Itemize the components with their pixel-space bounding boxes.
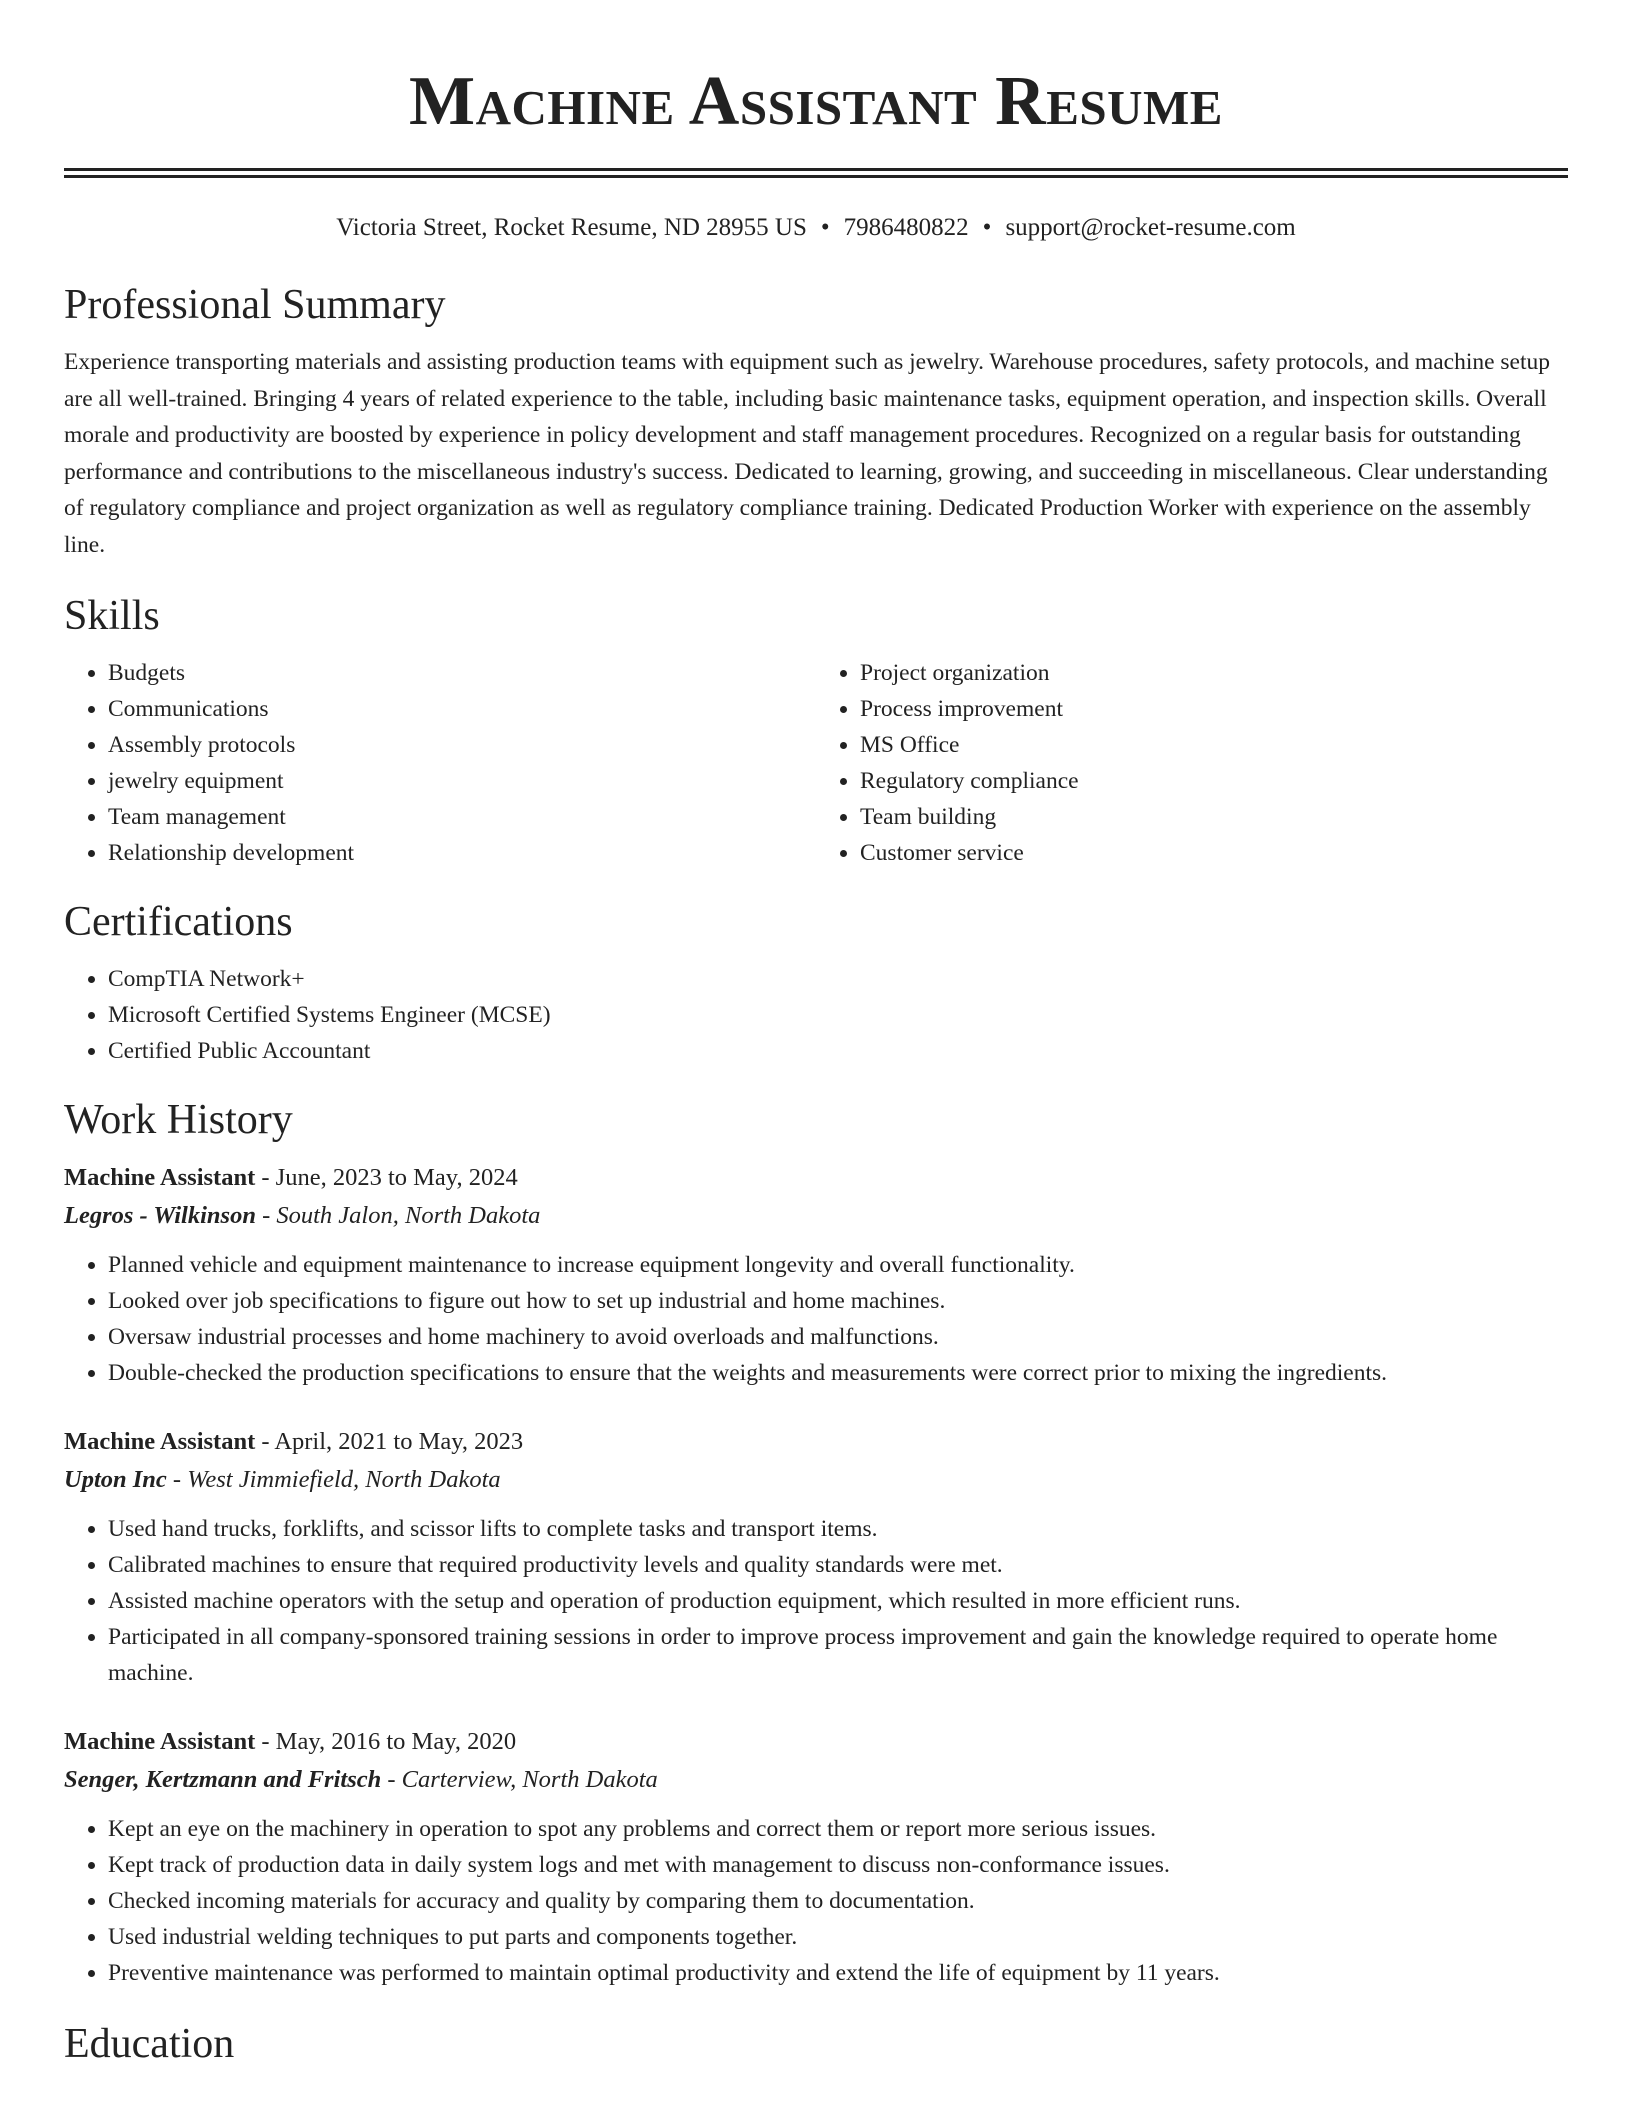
contact-email: support@rocket-resume.com <box>1005 214 1296 241</box>
skills-heading: Skills <box>64 593 160 639</box>
contact-separator: • <box>820 214 830 241</box>
skill-item: • Budgets <box>108 655 816 691</box>
job-bullet: • Checked incoming materials for accuracy and quality by comparing them to documentation. <box>108 1883 1568 1919</box>
skill-item: • Customer service <box>860 835 1568 871</box>
skill-item: • Assembly protocols <box>108 727 816 763</box>
resume-title: Machine Assistant Resume <box>409 63 1223 140</box>
company-name: Senger, Kertzmann and Fritsch <box>64 1766 382 1793</box>
skill-item: • Project organization <box>860 655 1568 691</box>
job-bullet: • Planned vehicle and equipment maintenance to increase equipment longevity and overall functionality. <box>108 1247 1568 1283</box>
job-bullet: • Kept track of production data in daily system logs and met with management to discuss non-conformance issues. <box>108 1847 1568 1883</box>
job-title: Machine Assistant <box>64 1164 256 1191</box>
company-line <box>64 1761 1568 1799</box>
job-bullet: • Participated in all company-sponsored training sessions in order to improve process improvement and gain the knowledge required to operate home machine. <box>108 1619 1568 1691</box>
skills-columns <box>64 655 1568 871</box>
contact-phone: 7986480822 <box>843 214 969 241</box>
skills-list-right <box>816 655 1568 871</box>
job-bullet: • Used hand trucks, forklifts, and scissor lifts to complete tasks and transport items. <box>108 1511 1568 1547</box>
job-title-line <box>64 1159 1568 1197</box>
skill-item: • Team building <box>860 799 1568 835</box>
job-bullet: • Used industrial welding techniques to put parts and components together. <box>108 1919 1568 1955</box>
company-line <box>64 1197 1568 1235</box>
job-bullet: • Looked over job specifications to figure out how to set up industrial and home machines. <box>108 1283 1568 1319</box>
skill-item: • MS Office <box>860 727 1568 763</box>
job-title: Machine Assistant <box>64 1428 256 1455</box>
job-dates: - June, 2023 to May, 2024 <box>255 1164 518 1191</box>
job-bullets <box>64 1511 1568 1691</box>
skill-item: • jewelry equipment <box>108 763 816 799</box>
job-entry <box>64 1159 1568 1391</box>
skill-item: • Process improvement <box>860 691 1568 727</box>
company-name: Upton Inc <box>64 1466 167 1493</box>
company-location: - Carterview, North Dakota <box>381 1766 658 1793</box>
job-bullet: • Oversaw industrial processes and home machinery to avoid overloads and malfunctions. <box>108 1319 1568 1355</box>
job-bullet: • Double-checked the production specifications to ensure that the weights and measurements were correct prior to mixing the ingredients. <box>108 1355 1568 1391</box>
company-name: Legros - Wilkinson <box>64 1202 256 1229</box>
job-bullet: • Calibrated machines to ensure that required productivity levels and quality standards were met. <box>108 1547 1568 1583</box>
skill-item: • Communications <box>108 691 816 727</box>
job-entry <box>64 1723 1568 1991</box>
contact-line <box>64 212 1568 244</box>
skill-item: • Regulatory compliance <box>860 763 1568 799</box>
education-heading: Education <box>64 2021 235 2067</box>
work-history-heading: Work History <box>64 1097 293 1143</box>
certification-item: • Certified Public Accountant <box>108 1033 1568 1069</box>
job-bullet: • Preventive maintenance was performed to maintain optimal productivity and extend the life of equipment by 11 years. <box>108 1955 1568 1991</box>
skill-item: • Team management <box>108 799 816 835</box>
company-location: - South Jalon, North Dakota <box>255 1202 541 1229</box>
certifications-list <box>64 961 1568 1069</box>
certification-item: • Microsoft Certified Systems Engineer (MCSE) <box>108 997 1568 1033</box>
summary-text: Experience transporting materials and assisting production teams with equipment such as jewelry. Warehouse procedures, safety protocols, and machine setup are all well-trained. Bringing 4 years of related experience to the table, including basic maintenance tasks, equipment operation, and inspection skills. Overall morale and productivity are boosted by experience in policy development and staff management procedures. Recognized on a regular basis for outstanding performance and contributions to the miscellaneous industry's success. Dedicated to learning, growing, and succeeding in miscellaneous. Clear understanding of regulatory compliance and project organization as well as regulatory compliance training. Dedicated Production Worker with experience on the assembly line. <box>64 349 1551 558</box>
company-line <box>64 1461 1568 1499</box>
certifications-heading: Certifications <box>64 899 293 945</box>
job-dates: - April, 2021 to May, 2023 <box>255 1428 524 1455</box>
certification-item: • CompTIA Network+ <box>108 961 1568 997</box>
skills-list-left <box>64 655 816 871</box>
contact-separator: • <box>982 214 992 241</box>
contact-address: Victoria Street, Rocket Resume, ND 28955 US <box>336 214 807 241</box>
job-bullet: • Assisted machine operators with the setup and operation of production equipment, which resulted in more efficient runs. <box>108 1583 1568 1619</box>
title-double-rule <box>64 168 1568 178</box>
summary-heading: Professional Summary <box>64 282 446 328</box>
job-title-line <box>64 1723 1568 1761</box>
job-title-line <box>64 1423 1568 1461</box>
job-dates: - May, 2016 to May, 2020 <box>255 1728 517 1755</box>
job-entry <box>64 1423 1568 1691</box>
job-title: Machine Assistant <box>64 1728 256 1755</box>
job-bullets <box>64 1247 1568 1391</box>
skill-item: • Relationship development <box>108 835 816 871</box>
company-location: - West Jimmiefield, North Dakota <box>166 1466 501 1493</box>
job-bullets <box>64 1811 1568 1991</box>
job-bullet: • Kept an eye on the machinery in operation to spot any problems and correct them or report more serious issues. <box>108 1811 1568 1847</box>
